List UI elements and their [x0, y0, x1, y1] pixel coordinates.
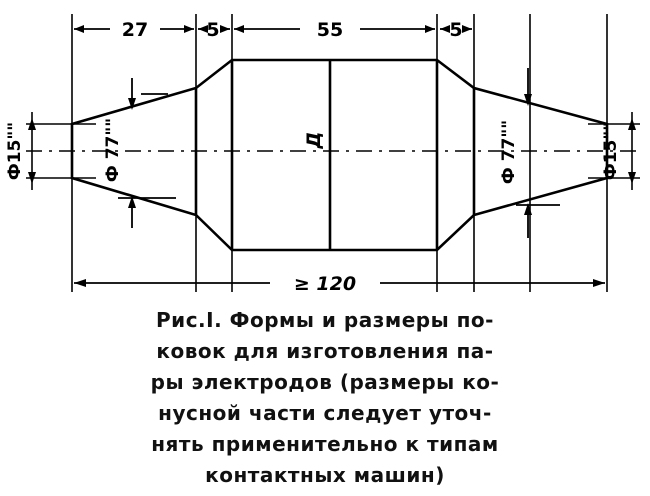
diameter-right-end-label: Ф15""	[601, 121, 621, 181]
caption-line-4: нусной части следует уточ-	[158, 401, 492, 425]
caption-line-5: нять применительно к типам	[151, 432, 499, 456]
dim-55-label: 55	[316, 19, 344, 41]
diameter-left-end-label: Ф15""	[5, 121, 25, 181]
dim-5-left-label: 5	[206, 19, 220, 41]
caption-line-1: Рис.I. Формы и размеры по-	[156, 308, 494, 332]
diameter-left-body-label: Ф 77""	[103, 117, 123, 183]
dim-5-right-label: 5	[449, 19, 463, 41]
figure-caption	[0, 305, 650, 491]
right-inner-dim	[516, 68, 560, 238]
caption-line-2: ковок для изготовления па-	[156, 339, 494, 363]
internal-division-lines	[196, 60, 474, 250]
dim-27-label: 27	[121, 19, 149, 41]
forging-outline	[72, 60, 607, 250]
caption-line-3: ры электродов (размеры ко-	[150, 370, 500, 394]
caption-line-6: контактных машин)	[205, 463, 445, 487]
diameter-center-label: Д	[303, 131, 325, 149]
diameter-right-body-label: Ф 77""	[499, 119, 519, 185]
overall-length-label: ≥ 120	[293, 273, 357, 295]
